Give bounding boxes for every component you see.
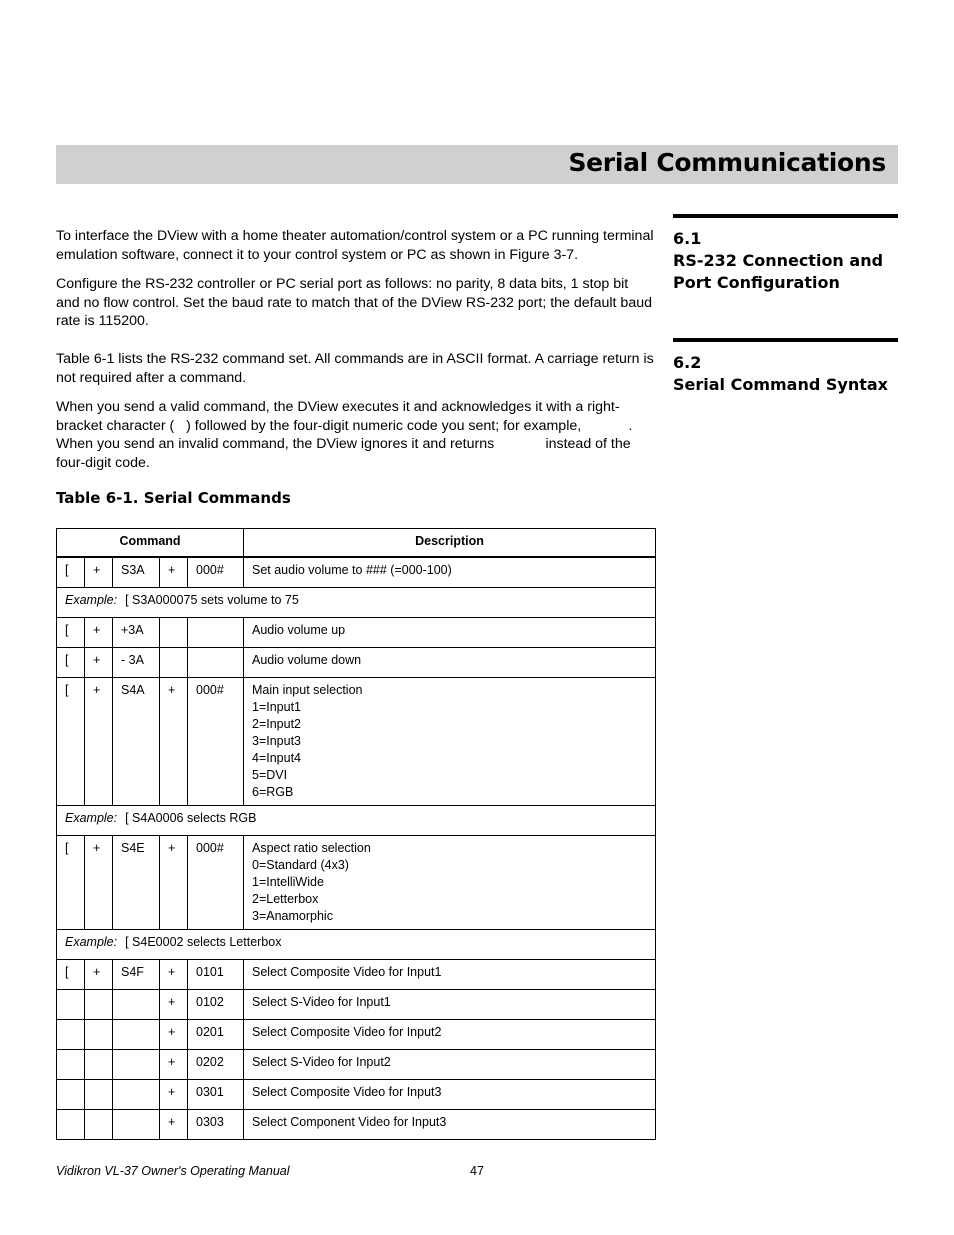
description-option: 2=Input2 xyxy=(252,716,302,731)
command-cell xyxy=(85,1079,113,1109)
example-row xyxy=(57,805,656,835)
description-text: Audio volume down xyxy=(252,652,362,667)
description-text: Set audio volume to ### (=000-100) xyxy=(252,563,452,577)
command-cell: [ xyxy=(57,557,85,587)
command-cell: - 3A xyxy=(113,647,160,677)
command-cell xyxy=(160,647,188,677)
serial-commands-table xyxy=(56,528,656,1140)
command-cell: + xyxy=(85,677,113,805)
description-text: Select Composite Video for Input3 xyxy=(252,1084,442,1099)
description-cell xyxy=(244,1049,656,1079)
command-row xyxy=(57,1079,656,1109)
example-cell xyxy=(57,929,656,959)
example-text: [ S4A0006 selects RGB xyxy=(125,810,257,825)
command-cell: + xyxy=(160,1109,188,1139)
command-row xyxy=(57,647,656,677)
command-cell: + xyxy=(85,647,113,677)
command-cell: S3A xyxy=(113,557,160,587)
command-cell xyxy=(85,989,113,1019)
description-option: 1=IntelliWide xyxy=(252,874,324,889)
example-cell xyxy=(57,805,656,835)
example-label: Example: xyxy=(65,934,118,949)
command-cell xyxy=(85,1019,113,1049)
description-text: Select S-Video for Input1 xyxy=(252,994,391,1009)
description-text: Aspect ratio selection xyxy=(252,840,371,855)
footer-manual-title: Vidikron VL-37 Owner's Operating Manual xyxy=(56,1164,290,1178)
command-cell: + xyxy=(85,617,113,647)
command-cell: 0303 xyxy=(188,1109,244,1139)
command-cell: + xyxy=(85,557,113,587)
command-cell xyxy=(113,989,160,1019)
command-row xyxy=(57,557,656,587)
command-row xyxy=(57,959,656,989)
command-cell: S4E xyxy=(113,835,160,929)
command-cell xyxy=(113,1109,160,1139)
command-row xyxy=(57,617,656,647)
description-text: Audio volume up xyxy=(252,622,346,637)
command-cell: 000# xyxy=(188,835,244,929)
description-cell xyxy=(244,647,656,677)
command-cell xyxy=(113,1049,160,1079)
command-cell: [ xyxy=(57,959,85,989)
command-cell xyxy=(188,647,244,677)
command-cell: 0301 xyxy=(188,1079,244,1109)
command-cell: S4F xyxy=(113,959,160,989)
description-text: Select Composite Video for Input1 xyxy=(252,964,442,979)
command-cell: + xyxy=(160,1019,188,1049)
command-row xyxy=(57,677,656,805)
command-cell xyxy=(113,1079,160,1109)
command-row xyxy=(57,1109,656,1139)
command-cell: 0101 xyxy=(188,959,244,989)
description-option: 6=RGB xyxy=(252,784,294,799)
example-label: Example: xyxy=(65,810,118,825)
command-cell: + xyxy=(160,989,188,1019)
command-cell: [ xyxy=(57,617,85,647)
command-cell xyxy=(57,1109,85,1139)
table-caption: Table 6-1. Serial Commands xyxy=(56,489,291,507)
description-text: Select Composite Video for Input2 xyxy=(252,1024,442,1039)
paragraph-configure: Configure the RS-232 controller or PC serial port as follows: no parity, 8 data bits, 1 stop bit and no flow control. Set the baud rate to match that of the DView RS-232 port; the default baud rate is 115200. xyxy=(56,276,652,329)
command-cell xyxy=(85,1109,113,1139)
command-cell: [ xyxy=(57,835,85,929)
example-row xyxy=(57,929,656,959)
description-option: 3=Input3 xyxy=(252,733,302,748)
command-cell xyxy=(57,1019,85,1049)
section-number: 6.1 xyxy=(673,229,702,248)
page-number: 47 xyxy=(470,1164,484,1178)
section-6-1-heading xyxy=(673,214,898,294)
command-cell: 0202 xyxy=(188,1049,244,1079)
command-row xyxy=(57,1049,656,1079)
section-6-2-heading xyxy=(673,338,898,396)
header-description: Description xyxy=(244,529,656,558)
description-text: Select Component Video for Input3 xyxy=(252,1114,447,1129)
description-option: 3=Anamorphic xyxy=(252,908,333,923)
example-row xyxy=(57,587,656,617)
command-cell: [ xyxy=(57,647,85,677)
command-cell: 000# xyxy=(188,557,244,587)
section-title-line: RS-232 Connection and xyxy=(673,251,884,270)
paragraph-command-set: Table 6-1 lists the RS-232 command set. All commands are in ASCII format. A carriage return is not required after a command. xyxy=(56,351,654,386)
command-cell: + xyxy=(160,959,188,989)
example-cell xyxy=(57,587,656,617)
description-option: 0=Standard (4x3) xyxy=(252,857,349,872)
section-number: 6.2 xyxy=(673,353,702,372)
description-option: 4=Input4 xyxy=(252,750,302,765)
command-cell: +3A xyxy=(113,617,160,647)
command-cell xyxy=(188,617,244,647)
command-row xyxy=(57,989,656,1019)
command-cell: + xyxy=(160,557,188,587)
description-cell xyxy=(244,617,656,647)
command-cell xyxy=(85,1049,113,1079)
header-command: Command xyxy=(57,529,244,558)
command-cell: + xyxy=(160,1079,188,1109)
command-cell: + xyxy=(160,1049,188,1079)
command-cell: [ xyxy=(57,677,85,805)
command-cell xyxy=(113,1019,160,1049)
paragraph-acknowledge: When you send a valid command, the DView executes it and acknowledges it with a right-bracket character ( ) followed by the four-digit numeric code you sent; for example, . When you send an invalid command, the DView ignores it and returns instead of the four-digit code. xyxy=(56,399,637,471)
example-text: [ S3A000075 sets volume to 75 xyxy=(125,592,299,607)
command-row xyxy=(57,1019,656,1049)
paragraph-interface: To interface the DView with a home theater automation/control system or a PC running terminal emulation software, connect it to your control system or PC as shown in Figure 3-7. xyxy=(56,228,654,263)
command-cell: 0102 xyxy=(188,989,244,1019)
description-cell xyxy=(244,989,656,1019)
description-cell xyxy=(244,1109,656,1139)
description-cell xyxy=(244,557,656,587)
description-option: 5=DVI xyxy=(252,767,288,782)
example-text: [ S4E0002 selects Letterbox xyxy=(125,934,282,949)
description-option: 2=Letterbox xyxy=(252,891,319,906)
command-cell xyxy=(57,1079,85,1109)
section-title-line: Port Configuration xyxy=(673,273,840,292)
command-cell: + xyxy=(85,959,113,989)
example-label: Example: xyxy=(65,592,118,607)
command-cell: + xyxy=(160,677,188,805)
description-cell xyxy=(244,835,656,929)
title-bar xyxy=(56,145,898,184)
page-title: Serial Communications xyxy=(568,148,886,177)
command-cell xyxy=(57,989,85,1019)
command-cell: 0201 xyxy=(188,1019,244,1049)
command-cell: + xyxy=(85,835,113,929)
command-cell: S4A xyxy=(113,677,160,805)
description-cell xyxy=(244,959,656,989)
description-text: Main input selection xyxy=(252,682,363,697)
description-option: 1=Input1 xyxy=(252,699,302,714)
command-cell xyxy=(57,1049,85,1079)
description-cell xyxy=(244,1019,656,1049)
section-title-line: Serial Command Syntax xyxy=(673,375,888,394)
command-row xyxy=(57,835,656,929)
description-cell xyxy=(244,1079,656,1109)
description-text: Select S-Video for Input2 xyxy=(252,1054,391,1069)
description-cell xyxy=(244,677,656,805)
command-cell: + xyxy=(160,835,188,929)
command-cell xyxy=(160,617,188,647)
command-cell: 000# xyxy=(188,677,244,805)
